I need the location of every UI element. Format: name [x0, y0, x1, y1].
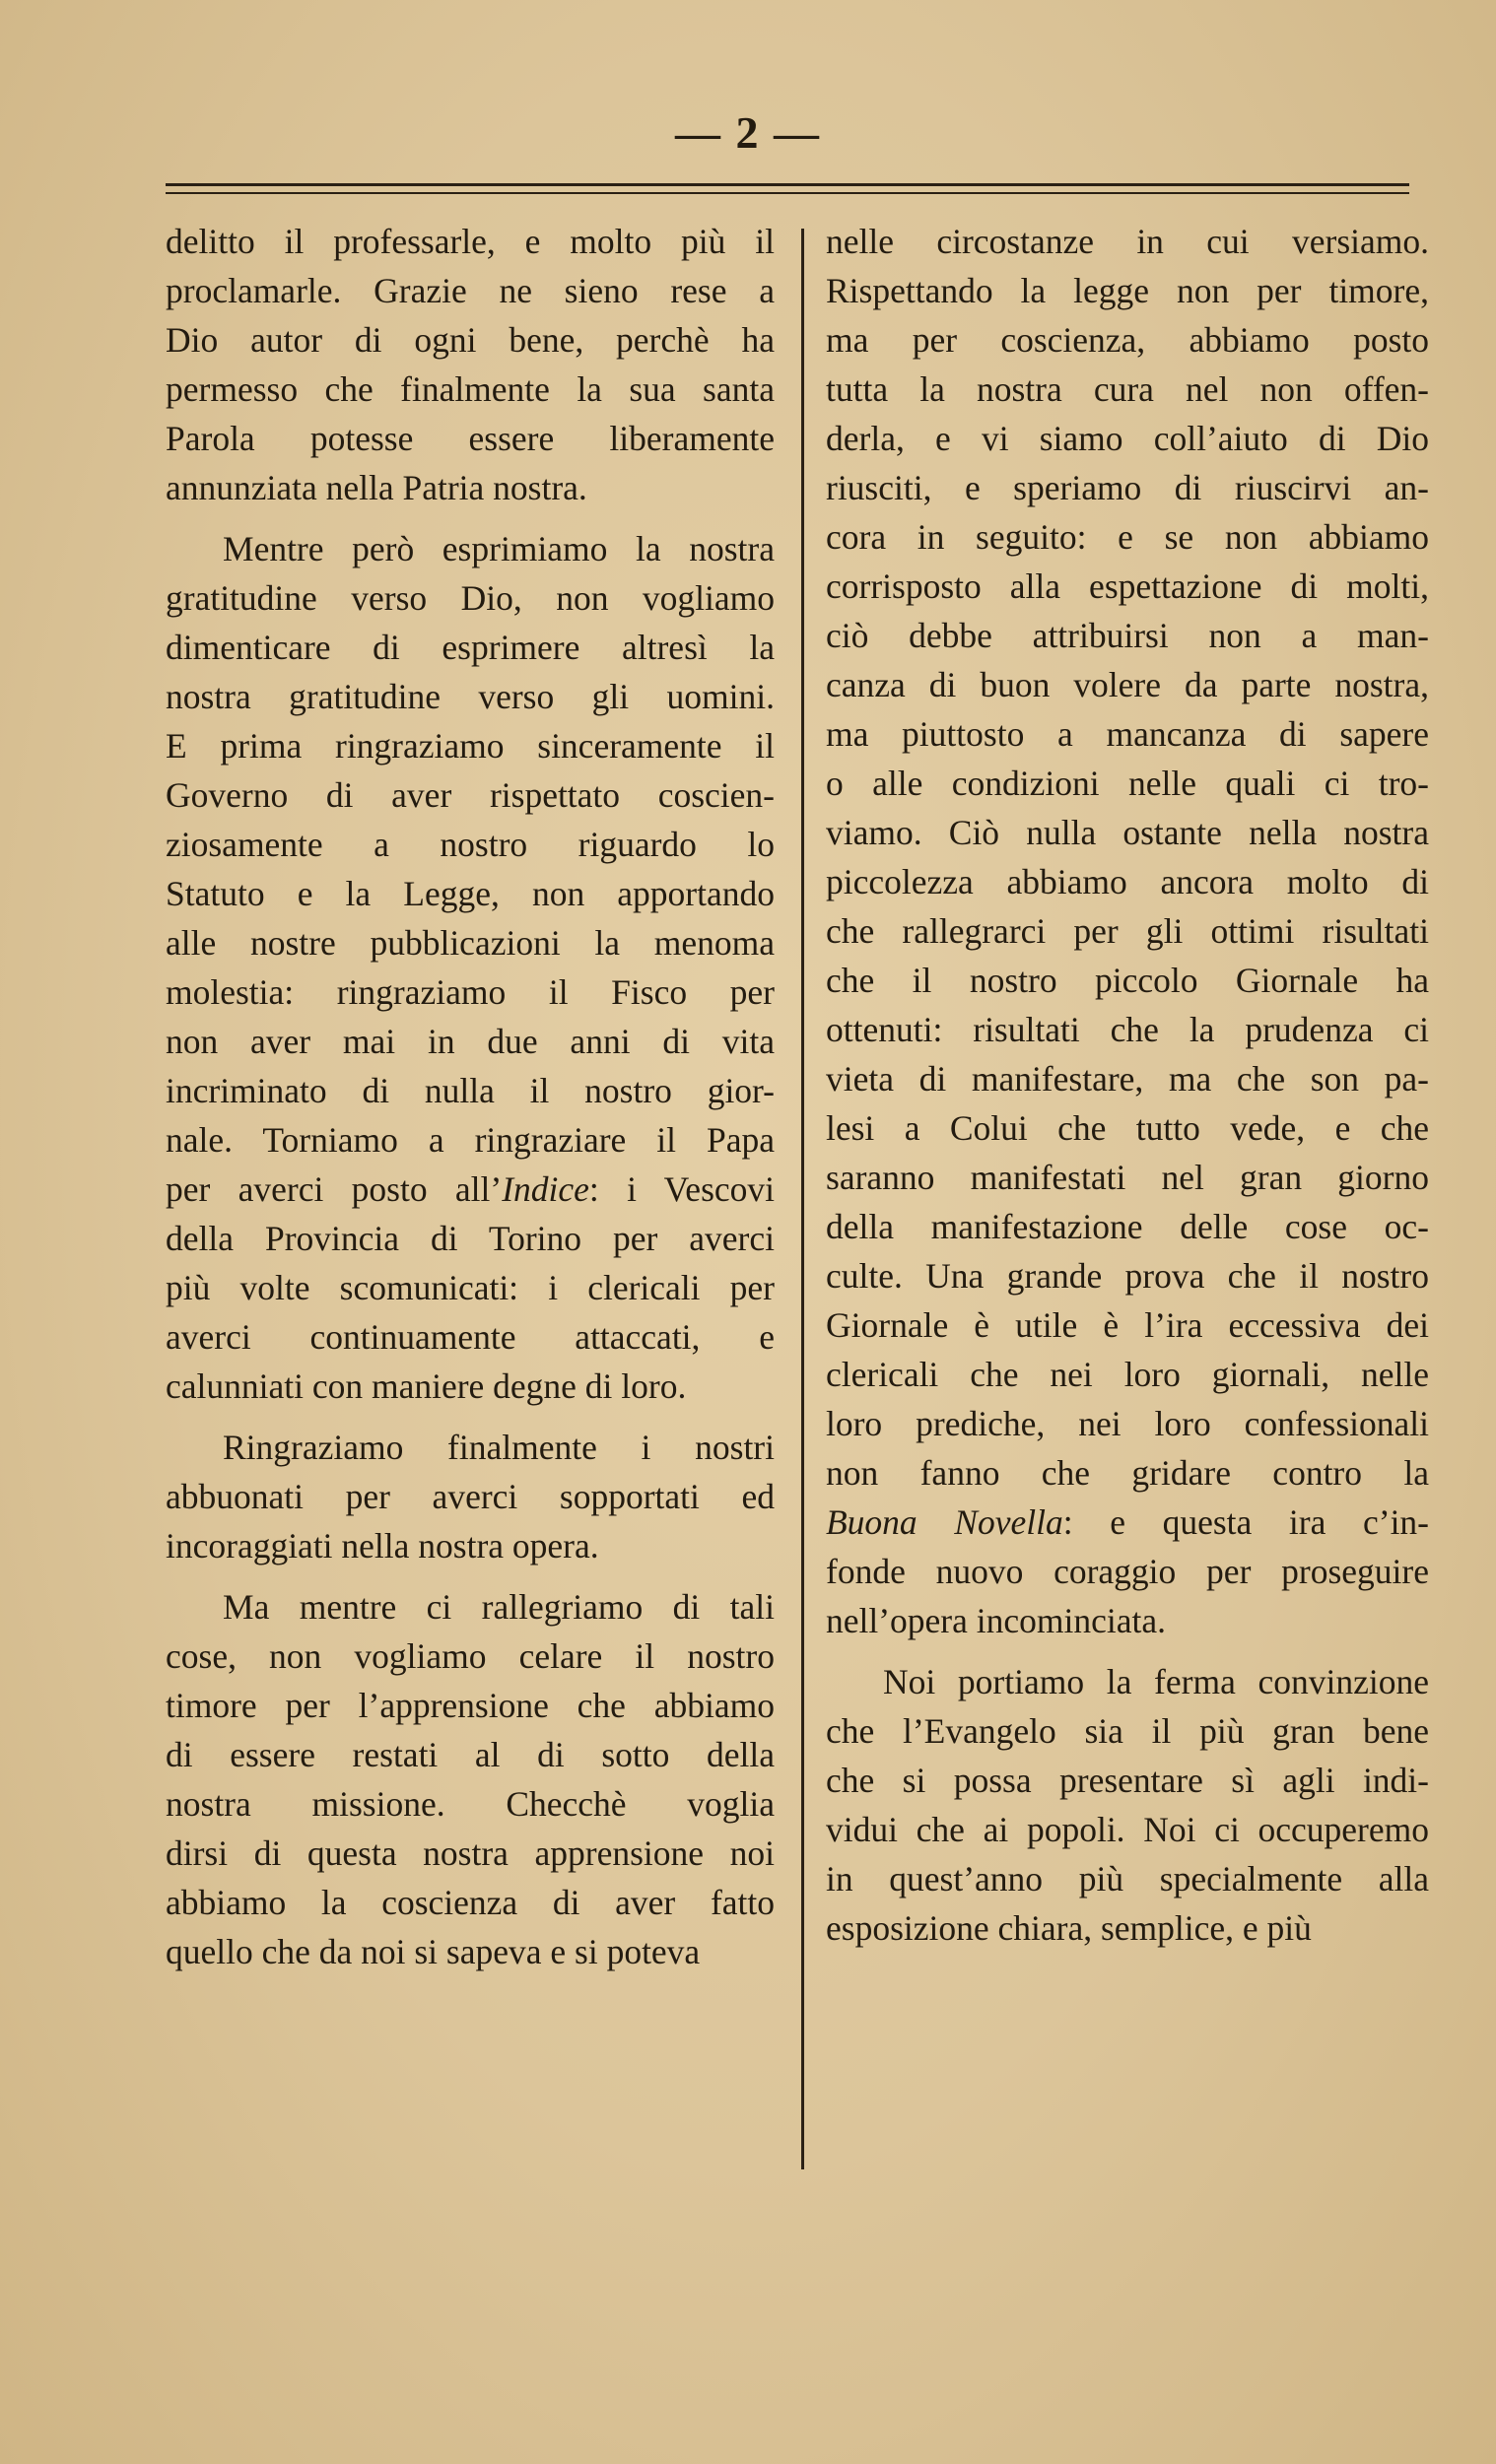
line-text: vieta di manifestare, ma che son pa- — [826, 1059, 1429, 1099]
line-text: vidui che ai popoli. Noi ci occuperemo — [826, 1810, 1429, 1849]
line-text: clericali che nei loro giornali, nelle — [826, 1355, 1429, 1394]
line-text: fonde nuovo coraggio per proseguire — [826, 1552, 1429, 1591]
text-line — [826, 1103, 1429, 1153]
text-line — [826, 1596, 1429, 1645]
text-line — [826, 1706, 1429, 1756]
line-text: ma piuttosto a mancanza di sapere — [826, 714, 1429, 754]
line-text: derla, e vi siamo coll’aiuto di Dio — [826, 419, 1429, 458]
line-text: che si possa presentare sì agli indi- — [826, 1761, 1429, 1800]
text-line — [166, 1165, 775, 1214]
text-line — [826, 1350, 1429, 1399]
text-line — [166, 1472, 775, 1521]
paragraph-gap — [826, 1645, 1429, 1657]
text-line — [826, 759, 1429, 808]
text-line — [826, 1756, 1429, 1805]
line-text: culte. Una grande prova che il nostro — [826, 1256, 1429, 1296]
text-line — [166, 1521, 775, 1570]
text-line — [166, 1066, 775, 1115]
text-line — [826, 1202, 1429, 1251]
line-text: di essere restati al di sotto della — [166, 1735, 775, 1774]
text-line — [166, 365, 775, 414]
text-line — [166, 1362, 775, 1411]
text-line — [826, 1153, 1429, 1202]
text-line — [166, 1263, 775, 1312]
text-line — [166, 266, 775, 315]
line-text: non fanno che gridare contro la — [826, 1453, 1429, 1493]
text-line — [826, 217, 1429, 266]
line-text: corrisposto alla espettazione di molti, — [826, 566, 1429, 606]
line-text: Ringraziamo finalmente i nostri — [223, 1428, 775, 1467]
text-line — [166, 1730, 775, 1779]
line-text: calunniati con maniere degne di loro. — [166, 1366, 687, 1406]
text-line — [166, 820, 775, 869]
text-line — [826, 1854, 1429, 1903]
text-line — [826, 266, 1429, 315]
line-text: annunziata nella Patria nostra. — [166, 468, 587, 507]
text-line — [826, 709, 1429, 759]
line-text: più volte scomunicati: i clericali per — [166, 1268, 775, 1307]
line-text: ma per coscienza, abbiamo posto — [826, 320, 1429, 360]
line-text-after: : e questa ira c’in- — [1062, 1502, 1429, 1542]
text-line — [166, 1779, 775, 1829]
line-text: Rispettando la legge non per timore, — [826, 271, 1429, 310]
line-text: Noi portiamo la ferma convinzione — [883, 1662, 1429, 1701]
line-text: nelle circostanze in cui versiamo. — [826, 222, 1429, 261]
line-text: canza di buon volere da parte nostra, — [826, 665, 1429, 704]
line-text: in quest’anno più specialmente alla — [826, 1859, 1429, 1898]
line-text: ottenuti: risultati che la prudenza ci — [826, 1010, 1429, 1049]
line-text: riusciti, e speriamo di riuscirvi an- — [826, 468, 1429, 507]
text-line — [826, 1903, 1429, 1953]
text-line — [826, 512, 1429, 562]
text-line — [826, 660, 1429, 709]
line-text: dimenticare di esprimere altresì la — [166, 628, 775, 667]
text-line — [166, 623, 775, 672]
text-line — [166, 1017, 775, 1066]
text-line — [166, 918, 775, 967]
text-line — [826, 611, 1429, 660]
line-text: permesso che finalmente la sua santa — [166, 369, 775, 409]
line-text: Giornale è utile è l’ira eccessiva dei — [826, 1305, 1429, 1345]
text-line — [166, 1115, 775, 1165]
text-line — [166, 524, 775, 573]
text-line — [166, 1214, 775, 1263]
text-line — [826, 1547, 1429, 1596]
text-line — [166, 463, 775, 512]
line-text: incriminato di nulla il nostro gior- — [166, 1071, 775, 1110]
text-line — [826, 1399, 1429, 1448]
line-text: abbiamo la coscienza di aver fatto — [166, 1883, 775, 1922]
text-line — [166, 1927, 775, 1976]
page-number: — 2 — — [675, 107, 821, 158]
line-text: delitto il professarle, e molto più il — [166, 222, 775, 261]
line-text: lesi a Colui che tutto vede, e che — [826, 1108, 1429, 1148]
text-line — [166, 1681, 775, 1730]
text-line — [826, 956, 1429, 1005]
line-text: Statuto e la Legge, non apportando — [166, 874, 775, 913]
line-text: molestia: ringraziamo il Fisco per — [166, 972, 775, 1012]
text-line — [166, 770, 775, 820]
text-line — [166, 1632, 775, 1681]
italic-title: Indice — [502, 1169, 589, 1209]
line-text: ziosamente a nostro riguardo lo — [166, 825, 775, 864]
line-text: per averci posto all’ — [166, 1169, 503, 1209]
text-line — [166, 217, 775, 266]
line-text: alle nostre pubblicazioni la menoma — [166, 923, 775, 963]
text-line — [166, 1582, 775, 1632]
line-text: esposizione chiara, semplice, e più — [826, 1908, 1312, 1948]
text-line — [826, 562, 1429, 611]
column-divider — [801, 229, 804, 2169]
text-line — [166, 1878, 775, 1927]
text-line — [826, 1005, 1429, 1054]
line-text: nostra gratitudine verso gli uomini. — [166, 677, 775, 716]
line-text: saranno manifestati nel gran giorno — [826, 1158, 1429, 1197]
line-text: averci continuamente attaccati, e — [166, 1317, 775, 1357]
text-line — [166, 869, 775, 918]
line-text: nostra missione. Checchè voglia — [166, 1784, 775, 1824]
line-text: timore per l’apprensione che abbiamo — [166, 1686, 775, 1725]
text-line — [826, 1805, 1429, 1854]
text-line — [826, 365, 1429, 414]
line-text: o alle condizioni nelle quali ci tro- — [826, 764, 1429, 803]
right-column — [826, 217, 1429, 1953]
line-text: abbuonati per averci sopportati ed — [166, 1477, 775, 1516]
text-line — [166, 967, 775, 1017]
left-column — [166, 217, 775, 1976]
paragraph-gap — [166, 512, 775, 524]
header-rule — [166, 183, 1409, 194]
line-text: non aver mai in due anni di vita — [166, 1022, 775, 1061]
line-text: piccolezza abbiamo ancora molto di — [826, 862, 1429, 901]
line-text: Parola potesse essere liberamente — [166, 419, 775, 458]
line-text: incoraggiati nella nostra opera. — [166, 1526, 599, 1565]
text-line — [826, 414, 1429, 463]
line-text: dirsi di questa nostra apprensione noi — [166, 1833, 775, 1873]
text-line — [166, 414, 775, 463]
line-text: della Provincia di Torino per averci — [166, 1219, 775, 1258]
text-line — [826, 906, 1429, 956]
text-line — [166, 672, 775, 721]
text-line — [166, 1423, 775, 1472]
text-line — [166, 1312, 775, 1362]
line-text: gratitudine verso Dio, non vogliamo — [166, 578, 775, 618]
line-text: proclamarle. Grazie ne sieno rese a — [166, 271, 775, 310]
line-text: Mentre però esprimiamo la nostra — [223, 529, 775, 568]
italic-title: Buona Novella — [826, 1502, 1063, 1542]
text-line — [166, 315, 775, 365]
line-text: quello che da noi si sapeva e si poteva — [166, 1932, 701, 1971]
text-line — [166, 573, 775, 623]
text-line — [826, 1657, 1429, 1706]
text-line — [826, 1054, 1429, 1103]
line-text: cora in seguito: e se non abbiamo — [826, 517, 1429, 557]
line-text: che il nostro piccolo Giornale ha — [826, 961, 1429, 1000]
line-text: che rallegrarci per gli ottimi risultati — [826, 911, 1429, 951]
line-text: cose, non vogliamo celare il nostro — [166, 1636, 775, 1676]
line-text: Dio autor di ogni bene, perchè ha — [166, 320, 775, 360]
paragraph-gap — [166, 1411, 775, 1423]
line-text: Ma mentre ci rallegriamo di tali — [223, 1587, 775, 1627]
line-text: loro prediche, nei loro confessionali — [826, 1404, 1429, 1443]
text-line — [826, 1251, 1429, 1300]
text-line — [826, 808, 1429, 857]
text-line — [166, 721, 775, 770]
text-line — [826, 1498, 1429, 1547]
line-text: ciò debbe attribuirsi non a man- — [826, 616, 1429, 655]
text-line — [166, 1829, 775, 1878]
line-text-after: : i Vescovi — [588, 1169, 776, 1209]
text-line — [826, 1300, 1429, 1350]
line-text: E prima ringraziamo sinceramente il — [166, 726, 775, 766]
line-text: viamo. Ciò nulla ostante nella nostra — [826, 813, 1429, 852]
line-text: tutta la nostra cura nel non offen- — [826, 369, 1429, 409]
line-text: della manifestazione delle cose oc- — [826, 1207, 1429, 1246]
line-text: nale. Torniamo a ringraziare il Papa — [166, 1120, 775, 1160]
line-text: nell’opera incominciata. — [826, 1601, 1166, 1640]
line-text: Governo di aver rispettato coscien- — [166, 775, 775, 815]
text-line — [826, 315, 1429, 365]
text-line — [826, 463, 1429, 512]
text-line — [826, 1448, 1429, 1498]
line-text: che l’Evangelo sia il più gran bene — [826, 1711, 1429, 1751]
text-line — [826, 857, 1429, 906]
paragraph-gap — [166, 1570, 775, 1582]
